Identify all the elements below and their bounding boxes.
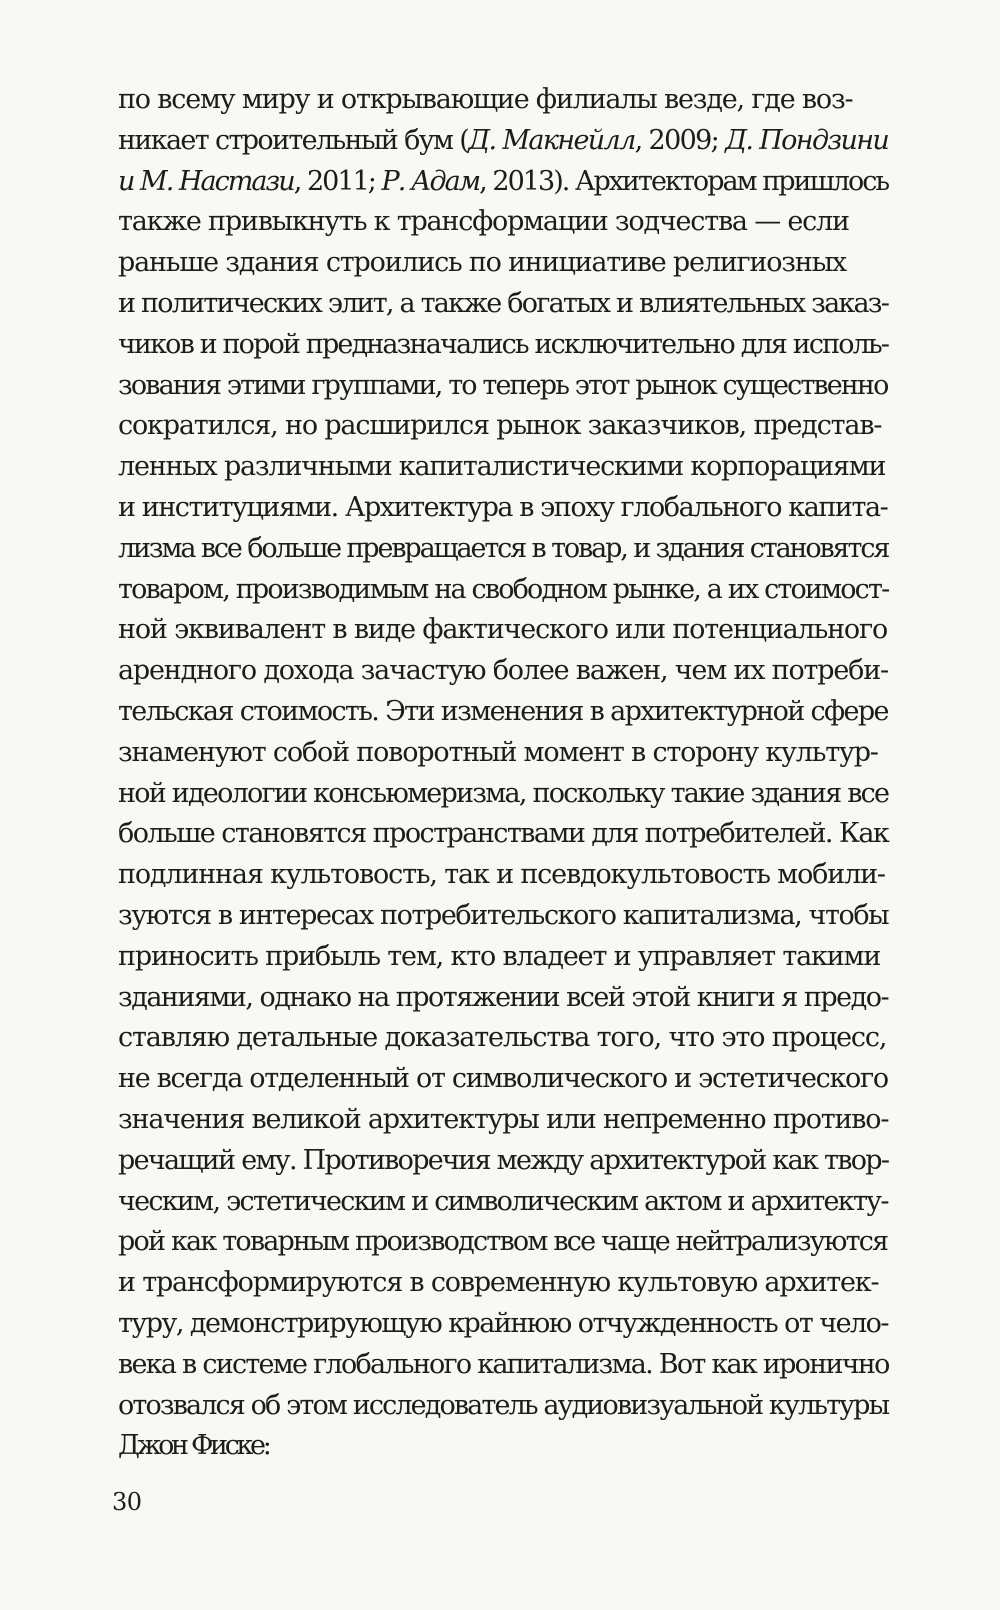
text-line: [118, 1141, 918, 1182]
text-line: [118, 774, 918, 815]
page-number: 30: [112, 1488, 142, 1516]
text-segment: сократился, но расширился рынок заказчиков, представ-: [118, 410, 882, 442]
text-line: [118, 610, 918, 651]
text-line: [118, 1059, 918, 1100]
text-line: [118, 80, 918, 121]
text-line: [118, 814, 918, 855]
text-segment: приносить прибыль тем, кто владеет и управляет такими: [118, 940, 881, 972]
text-segment: отозвался об этом исследователь аудиовизуальной культуры: [118, 1389, 889, 1421]
text-segment: чиков и порой предназначались исключительно для исполь-: [118, 328, 889, 360]
text-line: [118, 284, 918, 325]
text-segment: и трансформируются в современную культовую архитек-: [118, 1267, 879, 1299]
citation-author: Д. Макнейлл: [468, 124, 635, 156]
text-segment: товаром, производимым на свободном рынке, а их стоимост-: [118, 573, 889, 605]
text-segment: ленных различными капиталистическими корпорациями: [118, 451, 886, 483]
text-segment: и политических элит, а также богатых и влиятельных заказ-: [118, 287, 889, 319]
text-line: [118, 1182, 918, 1223]
text-segment: никает строительный бум (: [118, 124, 469, 156]
citation-author: Д. Пондзини: [725, 124, 889, 156]
text-line: [118, 855, 918, 896]
text-line: [118, 733, 918, 774]
text-line: [118, 692, 918, 733]
text-segment: больше становятся пространствами для потребителей. Как: [118, 818, 889, 850]
text-line: [118, 937, 918, 978]
text-segment: зования этими группами, то теперь этот рынок существенно: [118, 369, 888, 401]
text-segment: речащий ему. Противоречия между архитектурой как твор-: [118, 1144, 889, 1176]
text-segment: ческим, эстетическим и символическим актом и архитекту-: [118, 1185, 888, 1217]
text-segment: тельская стоимость. Эти изменения в архитектурной сфере: [118, 695, 888, 727]
text-line: [118, 1304, 918, 1345]
text-segment: и институциями. Архитектура в эпоху глобального капита-: [118, 491, 888, 523]
text-line: [118, 1426, 918, 1467]
text-segment: рой как товарным производством все чаще нейтрализуются: [118, 1226, 888, 1258]
text-line: [118, 488, 918, 529]
text-line: [118, 570, 918, 611]
text-line: [118, 651, 918, 692]
text-line: [118, 1100, 918, 1141]
text-line: [118, 1386, 918, 1427]
text-segment: зданиями, однако на протяжении всей этой книги я предо-: [118, 981, 889, 1013]
text-segment: раньше здания строились по инициативе религиозных: [118, 247, 846, 279]
text-segment: также привыкнуть к трансформации зодчества — если: [118, 206, 849, 238]
text-line: [118, 978, 918, 1019]
text-segment: ставляю детальные доказательства того, что это процесс,: [118, 1022, 887, 1054]
citation-author: и М. Настази: [118, 165, 294, 197]
text-segment: , 2009;: [634, 124, 726, 156]
text-segment: ной эквивалент в виде фактического или потенциального: [118, 614, 888, 646]
text-line: [118, 1263, 918, 1304]
text-line: [118, 447, 918, 488]
text-line: [118, 406, 918, 447]
text-segment: лизма все больше превращается в товар, и здания становятся: [118, 532, 889, 564]
text-segment: значения великой архитектуры или непременно противо-: [118, 1103, 889, 1135]
text-segment: зуются в интересах потребительского капитализма, чтобы: [118, 899, 889, 931]
body-text: [118, 80, 918, 1467]
text-line: [118, 325, 918, 366]
text-segment: подлинная культовость, так и псевдокультовость мобили-: [118, 859, 885, 891]
text-segment: , 2011;: [293, 165, 382, 197]
text-segment: Джон Фиске:: [118, 1430, 269, 1462]
text-line: [118, 1222, 918, 1263]
text-line: [118, 162, 918, 203]
text-line: [118, 366, 918, 407]
text-segment: века в системе глобального капитализма. Вот как иронично: [118, 1348, 889, 1380]
text-segment: ной идеологии консьюмеризма, поскольку такие здания все: [118, 777, 889, 809]
text-line: [118, 202, 918, 243]
text-line: [118, 896, 918, 937]
text-line: [118, 121, 918, 162]
text-segment: , 2013). Архитекторам пришлось: [479, 165, 889, 197]
text-segment: не всегда отделенный от символического и эстетического: [118, 1063, 888, 1095]
citation-author: Р. Адам: [381, 165, 480, 197]
text-segment: знаменуют собой поворотный момент в сторону культур-: [118, 736, 878, 768]
text-segment: туру, демонстрирующую крайнюю отчужденность от чело-: [118, 1307, 888, 1339]
text-line: [118, 529, 918, 570]
text-line: [118, 243, 918, 284]
text-segment: арендного дохода зачастую более важен, чем их потреби-: [118, 655, 888, 687]
text-line: [118, 1345, 918, 1386]
text-segment: по всему миру и открывающие филиалы везде, где воз-: [118, 84, 853, 115]
text-line: [118, 1018, 918, 1059]
